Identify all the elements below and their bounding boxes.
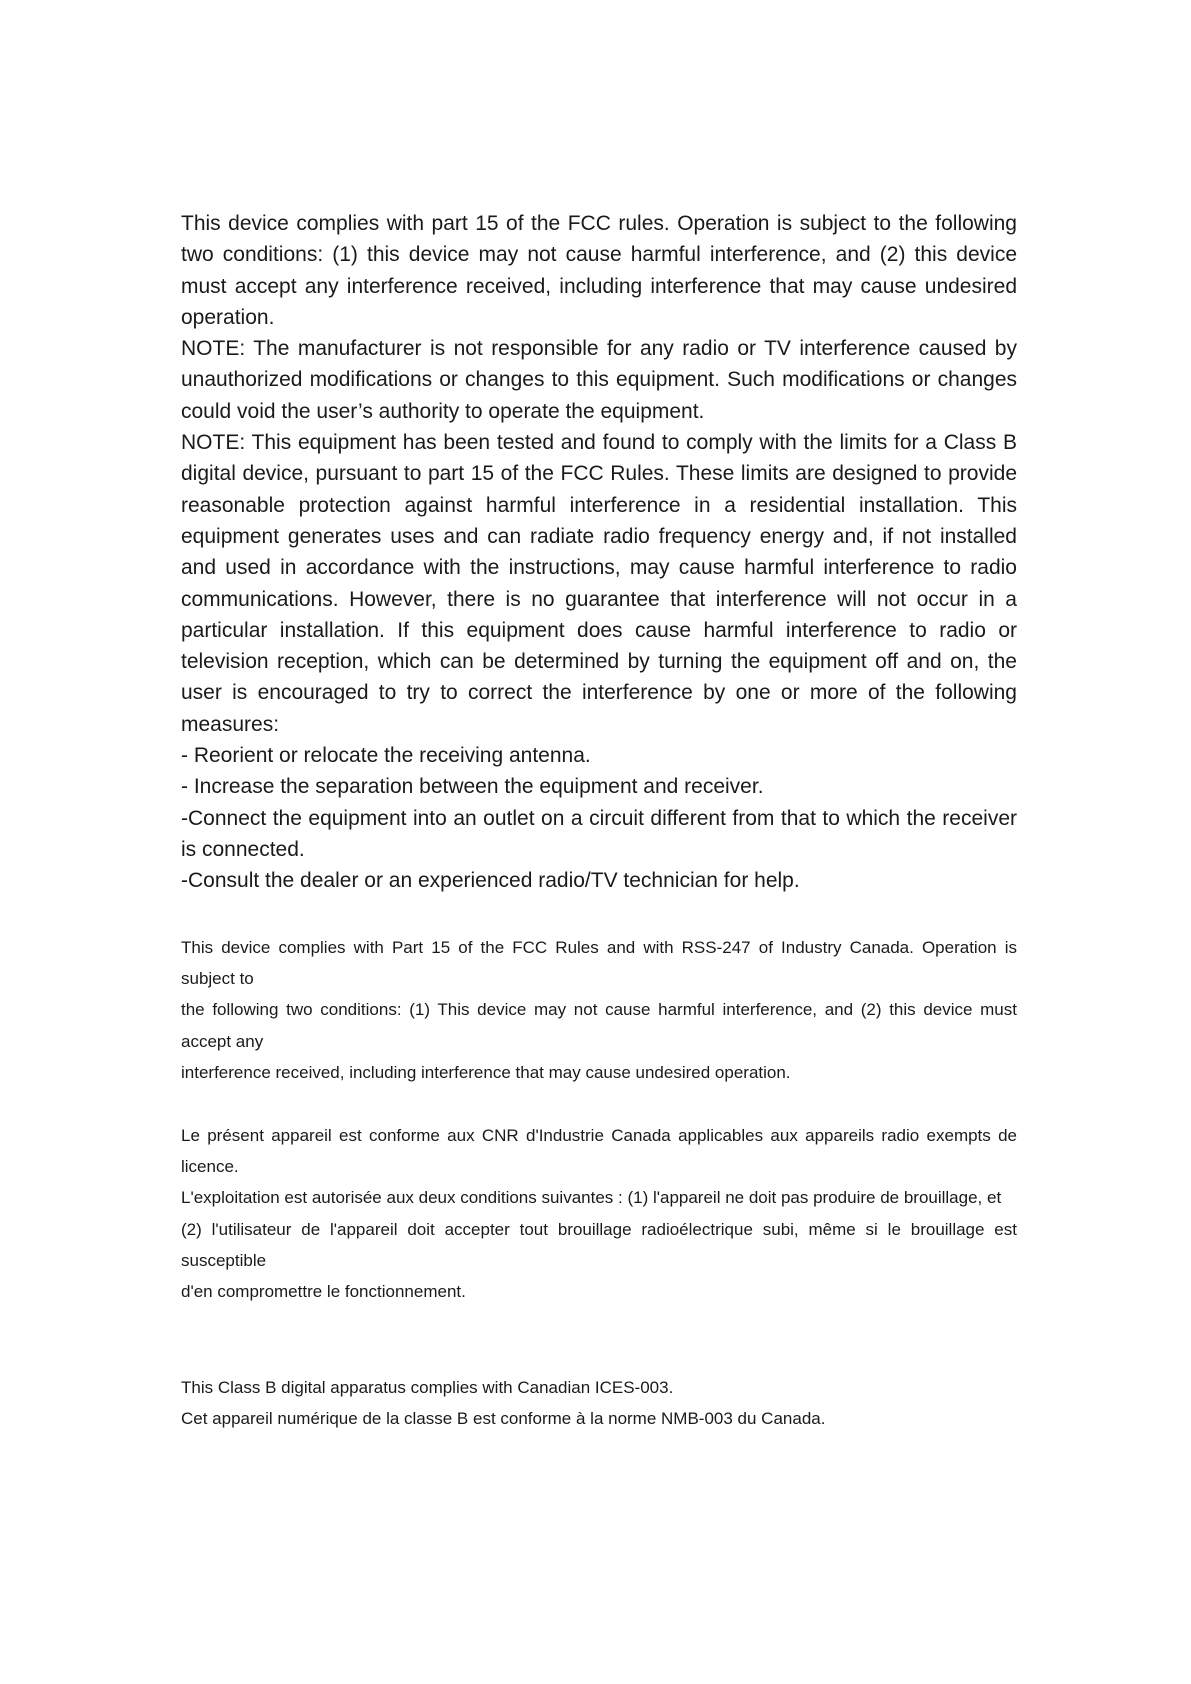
fcc-part15-notice xyxy=(181,208,1017,897)
french-line: (2) l'utilisateur de l'appareil doit accepter tout brouillage radioélectrique subi, même si le brouillage est susceptible xyxy=(181,1219,1017,1270)
measure-item: - Reorient or relocate the receiving antenna. xyxy=(181,744,591,768)
french-ic-notice xyxy=(181,1120,1017,1307)
ices-notice xyxy=(181,1372,1017,1434)
compliance-paragraph: This device complies with part 15 of the FCC rules. Operation is subject to the following two conditions: (1) this device may not cause harmful interference, and (2) this device must accept any interference received, including interference that may cause undesired operation. xyxy=(181,212,1017,329)
class-b-note-paragraph: NOTE: This equipment has been tested and found to comply with the limits for a Class B digital device, pursuant to part 15 of the FCC Rules. These limits are designed to provide reasonable protection against harmful interference in a residential installation. This equipment generates uses and can radiate radio frequency energy and, if not installed and used in accordance with the instructions, may cause harmful interference to radio communications. However, there is no guarantee that interference will not occur in a particular installation. If this equipment does cause harmful interference to radio or television reception, which can be determined by turning the equipment off and on, the user is encouraged to try to correct the interference by one or more of the following measures: xyxy=(181,431,1017,736)
french-line: Le présent appareil est conforme aux CNR d'Industrie Canada applicables aux appareils radio exempts de licence. xyxy=(181,1126,1017,1177)
ices-line: This Class B digital apparatus complies with Canadian ICES-003. xyxy=(181,1378,674,1397)
measure-item: -Consult the dealer or an experienced radio/TV technician for help. xyxy=(181,869,800,893)
document-page xyxy=(181,208,1017,1429)
fcc-ic-line: the following two conditions: (1) This device may not cause harmful interference, and (2) this device must accept any xyxy=(181,1000,1017,1051)
ices-line: Cet appareil numérique de la classe B est conforme à la norme NMB-003 du Canada. xyxy=(181,1409,826,1429)
measure-item: -Connect the equipment into an outlet on a circuit different from that to which the receiver is connected. xyxy=(181,806,1017,861)
french-line: d'en compromettre le fonctionnement. xyxy=(181,1282,466,1302)
french-line: L'exploitation est autorisée aux deux conditions suivantes : (1) l'appareil ne doit pas produire de brouillage, et xyxy=(181,1188,1002,1208)
manufacturer-note-paragraph: NOTE: The manufacturer is not responsible for any radio or TV interference caused by unauthorized modifications or changes to this equipment. Such modifications or changes could void the user’s authority to operate the equipment. xyxy=(181,337,1017,423)
fcc-ic-notice xyxy=(181,932,1017,1088)
measure-item: - Increase the separation between the equipment and receiver. xyxy=(181,775,764,799)
fcc-ic-line: interference received, including interference that may cause undesired operation. xyxy=(181,1062,791,1082)
fcc-ic-line: This device complies with Part 15 of the FCC Rules and with RSS-247 of Industry Canada. Operation is subject to xyxy=(181,938,1017,989)
